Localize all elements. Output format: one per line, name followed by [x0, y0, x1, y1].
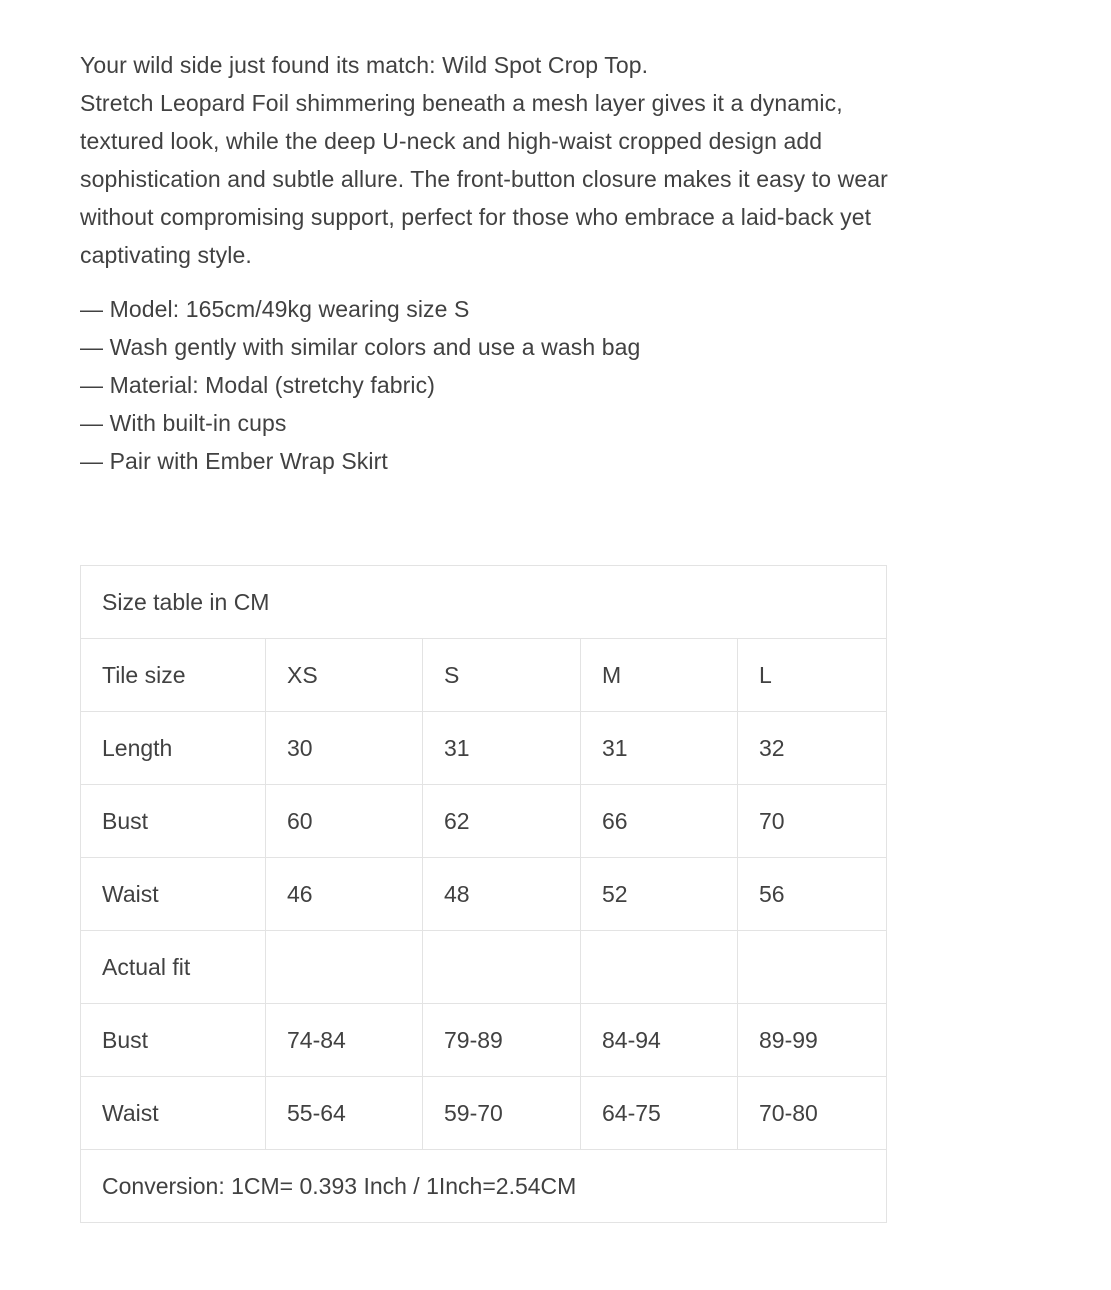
row-label: Bust	[81, 785, 266, 858]
cell-value: 32	[738, 712, 887, 785]
description-line: without compromising support, perfect for those who embrace a laid-back yet	[80, 204, 872, 230]
column-header-tile-size: Tile size	[81, 639, 266, 712]
column-header-l: L	[738, 639, 887, 712]
column-header-m: M	[581, 639, 738, 712]
table-row-waist	[81, 858, 887, 931]
description-line: Your wild side just found its match: Wild Spot Crop Top.	[80, 52, 649, 78]
cell-value: 89-99	[738, 1004, 887, 1077]
cell-value	[581, 931, 738, 1004]
cell-value: 70-80	[738, 1077, 887, 1150]
cell-value: 46	[266, 858, 423, 931]
cell-value: 79-89	[423, 1004, 581, 1077]
cell-value: 62	[423, 785, 581, 858]
row-label: Waist	[81, 858, 266, 931]
row-label: Length	[81, 712, 266, 785]
feature-item-material: — Material: Modal (stretchy fabric)	[80, 372, 435, 398]
table-row-bust	[81, 785, 887, 858]
cell-value: 66	[581, 785, 738, 858]
table-row-actual-fit	[81, 931, 887, 1004]
size-table-title-row	[81, 566, 887, 639]
cell-value: 56	[738, 858, 887, 931]
cell-value: 31	[581, 712, 738, 785]
size-table	[80, 565, 887, 1223]
description-line: sophistication and subtle allure. The front-button closure makes it easy to wear	[80, 166, 888, 192]
feature-item-model: — Model: 165cm/49kg wearing size S	[80, 296, 470, 322]
table-row-bust-range	[81, 1004, 887, 1077]
feature-item-cups: — With built-in cups	[80, 410, 287, 436]
cell-value: 48	[423, 858, 581, 931]
table-row-length	[81, 712, 887, 785]
feature-item-pairing: — Pair with Ember Wrap Skirt	[80, 448, 388, 474]
cell-value: 70	[738, 785, 887, 858]
description-line: captivating style.	[80, 242, 252, 268]
feature-item-wash: — Wash gently with similar colors and use a wash bag	[80, 334, 641, 360]
cell-value: 59-70	[423, 1077, 581, 1150]
table-row-waist-range	[81, 1077, 887, 1150]
cell-value	[423, 931, 581, 1004]
column-header-xs: XS	[266, 639, 423, 712]
cell-value: 30	[266, 712, 423, 785]
row-label: Waist	[81, 1077, 266, 1150]
cell-value: 64-75	[581, 1077, 738, 1150]
cell-value: 60	[266, 785, 423, 858]
feature-list	[80, 290, 1031, 480]
column-header-s: S	[423, 639, 581, 712]
row-label: Bust	[81, 1004, 266, 1077]
description-line: Stretch Leopard Foil shimmering beneath a mesh layer gives it a dynamic,	[80, 90, 843, 116]
size-table-header-row	[81, 639, 887, 712]
size-table-title: Size table in CM	[81, 566, 887, 639]
size-table-footer-row	[81, 1150, 887, 1223]
cell-value	[266, 931, 423, 1004]
description-line: textured look, while the deep U-neck and high-waist cropped design add	[80, 128, 823, 154]
cell-value: 55-64	[266, 1077, 423, 1150]
cell-value	[738, 931, 887, 1004]
cell-value: 31	[423, 712, 581, 785]
cell-value: 74-84	[266, 1004, 423, 1077]
cell-value: 52	[581, 858, 738, 931]
cell-value: 84-94	[581, 1004, 738, 1077]
product-description	[80, 46, 1031, 274]
row-label: Actual fit	[81, 931, 266, 1004]
size-table-conversion-note: Conversion: 1CM= 0.393 Inch / 1Inch=2.54CM	[81, 1150, 887, 1223]
